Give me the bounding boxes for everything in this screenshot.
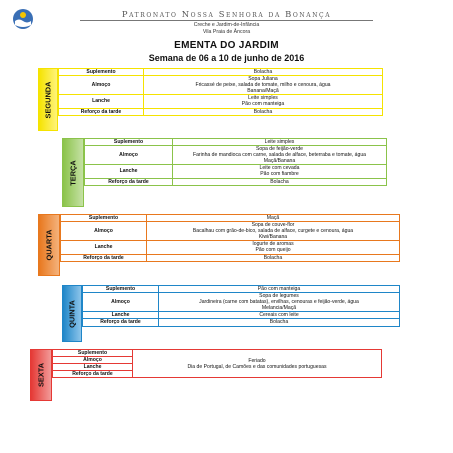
menu-week: Semana de 06 a 10 de junho de 2016: [148, 53, 305, 63]
meal-item: Pão com manteiga: [159, 286, 400, 293]
day-block-quarta: [38, 214, 400, 276]
meal-item: Bolacha: [144, 69, 383, 76]
meal-row: [59, 108, 383, 115]
meal-label: Lanche: [61, 241, 147, 254]
meal-item: Leite com cevada Pão com fiambre: [173, 165, 387, 178]
meal-row: [85, 146, 387, 165]
day-name-sexta: SEXTA: [36, 362, 46, 388]
meal-row: [61, 215, 400, 222]
meal-label: Reforço da tarde: [61, 254, 147, 261]
meal-item: Bolacha: [147, 254, 400, 261]
meal-label: Almoço: [85, 146, 173, 165]
meal-item: Sopa de legumes Jardineira (carne com batatas), ervilhas, cenouras e feijão-verde, água Melancia/Maçã: [159, 293, 400, 312]
holiday-notice: Feriado Dia de Portugal, de Camões e das comunidades portuguesas: [133, 350, 382, 378]
meal-label: Suplemento: [53, 350, 133, 357]
meal-item: Bolacha: [159, 319, 400, 326]
meal-row: [61, 222, 400, 241]
meal-row: [85, 165, 387, 178]
meal-label: Suplemento: [61, 215, 147, 222]
meal-item: Leite simples: [173, 139, 387, 146]
meal-table-sexta: [52, 349, 382, 378]
meal-label: Suplemento: [85, 139, 173, 146]
meal-label: Lanche: [85, 165, 173, 178]
meal-item: Cereais com leite: [159, 312, 400, 319]
day-name-terca: TERÇA: [68, 159, 78, 186]
day-name-quinta: QUINTA: [67, 299, 77, 328]
meal-row: [53, 350, 382, 357]
day-block-sexta: [30, 349, 382, 401]
meal-row: [83, 312, 400, 319]
meal-row: [85, 178, 387, 185]
day-name-quarta: QUARTA: [44, 229, 54, 261]
meal-table-quarta: [60, 214, 400, 262]
day-block-segunda: [38, 68, 383, 131]
day-tab-quarta: [38, 214, 60, 276]
day-tab-sexta: [30, 349, 52, 401]
meal-row: [83, 286, 400, 293]
meal-row: [59, 95, 383, 108]
day-block-quinta: [62, 285, 400, 342]
organization-location: Vila Praia de Âncora: [202, 29, 251, 35]
meal-row: [59, 69, 383, 76]
meal-table-segunda: [58, 68, 383, 116]
meal-label: Almoço: [83, 293, 159, 312]
meal-item: Sopa Juliana Fricassé de peixe, salada de tomate, milho e cenoura, água Banana/Maçã: [144, 76, 383, 95]
meal-table-terca: [84, 138, 387, 186]
meal-label: Almoço: [53, 357, 133, 364]
meal-label: Almoço: [61, 222, 147, 241]
organization-name: Patronato Nossa Senhora da Bonança: [121, 9, 332, 19]
meal-item: Sopa de couve-flor Bacalhau com grão-de-bico, salada de alface, curgete e cenoura, água Kiwi/Banana: [147, 222, 400, 241]
meal-item: Sopa de feijão-verde Farinha de mandioca com carne, salada de alface, beterraba e tomate, água Maçã/Banana: [173, 146, 387, 165]
meal-row: [83, 293, 400, 312]
meal-item: Bolacha: [173, 178, 387, 185]
meal-row: [61, 241, 400, 254]
meal-row: [83, 319, 400, 326]
meal-label: Suplemento: [83, 286, 159, 293]
meal-row: [59, 76, 383, 95]
meal-label: Reforço da tarde: [53, 371, 133, 378]
meal-row: [85, 139, 387, 146]
meal-label: Lanche: [83, 312, 159, 319]
day-block-terca: [62, 138, 387, 207]
menu-title: EMENTA DO JARDIM: [174, 40, 279, 51]
meal-row: [61, 254, 400, 261]
meal-item: Iogurte de aromas Pão com queijo: [147, 241, 400, 254]
meal-label: Reforço da tarde: [85, 178, 173, 185]
meal-item: Maçã: [147, 215, 400, 222]
day-tab-quinta: [62, 285, 82, 342]
meal-item: Bolacha: [144, 108, 383, 115]
meal-label: Reforço da tarde: [83, 319, 159, 326]
meal-table-quinta: [82, 285, 400, 327]
meal-label: Suplemento: [59, 69, 144, 76]
meal-label: Lanche: [53, 364, 133, 371]
day-tab-terca: [62, 138, 84, 207]
meal-label: Almoço: [59, 76, 144, 95]
meal-label: Reforço da tarde: [59, 108, 144, 115]
meal-label: Lanche: [59, 95, 144, 108]
day-name-segunda: SEGUNDA: [43, 81, 53, 118]
day-tab-segunda: [38, 68, 58, 131]
header-divider: [80, 20, 373, 21]
organization-subtitle: Creche e Jardim-de-Infância: [193, 22, 260, 28]
meal-item: Leite simples Pão com manteiga: [144, 95, 383, 108]
